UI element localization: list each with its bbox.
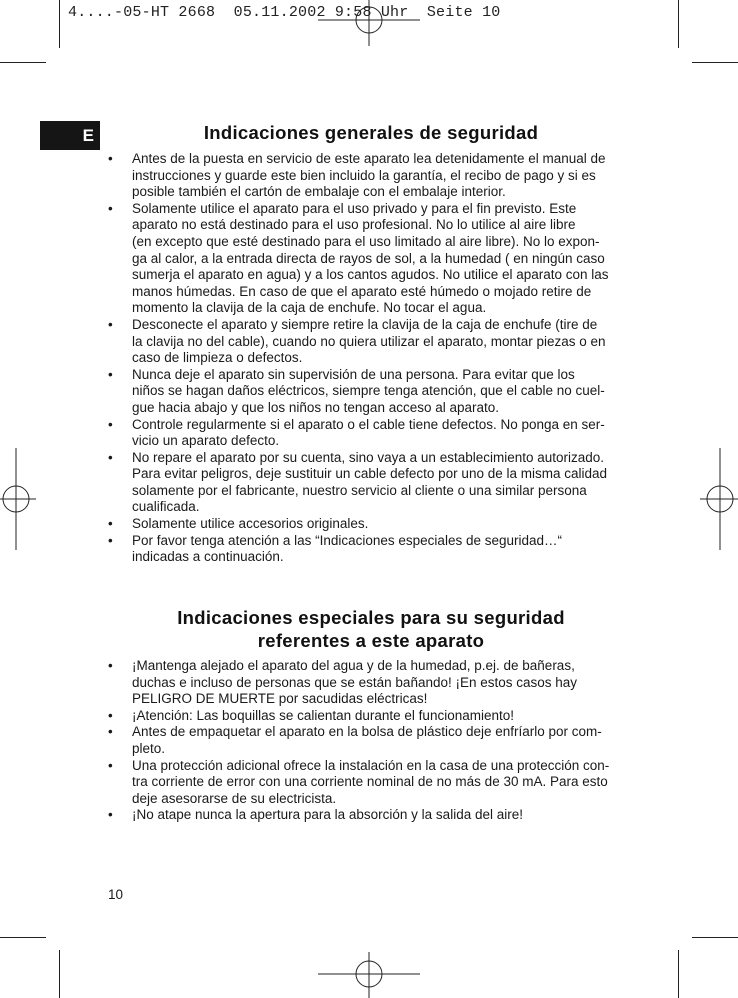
crop-mark [678, 950, 679, 998]
bullet-item [108, 151, 668, 201]
crop-mark [0, 937, 46, 938]
bullet-line: momento la clavija de la caja de enchufe. No tocar el agua. [132, 300, 487, 316]
bullet-line: vicio un aparato defecto. [132, 433, 280, 449]
section-title-line: referentes a este aparato [257, 630, 485, 651]
bullet-line: aparato no está destinado para el uso profesional. No lo utilice al aire libre [132, 217, 576, 233]
bullet-line: • Desconecte el aparato y siempre retire la clavija de la caja de enchufe (tire de [132, 316, 598, 332]
bullet-line: solamente por el fabricante, nuestro servicio al cliente o una similar persona [132, 482, 587, 498]
bullet-item [108, 317, 668, 367]
registration-mark-bottom-icon [318, 950, 420, 998]
bullet-item [108, 724, 668, 757]
registration-mark-top-icon [318, 0, 420, 48]
bullet-item [108, 450, 668, 516]
bullet-line: indicadas a continuación. [132, 549, 284, 565]
bullet-line: • Una protección adicional ofrece la instalación en la casa de una protección con- [132, 757, 610, 773]
bullet-item [108, 807, 668, 824]
bullet-line: • ¡No atape nunca la apertura para la absorción y la salida del aire! [132, 807, 523, 823]
bullet-item [108, 201, 668, 317]
bullet-item [108, 708, 668, 725]
special-safety-list [108, 658, 668, 824]
bullet-item [108, 758, 668, 808]
bullet-line: posible también el cartón de embalaje con el embalaje interior. [132, 184, 506, 200]
print-header: 4....-05-HT 2668 05.11.2002 9:58 Uhr Seite 10 [68, 4, 501, 21]
bullet-item [108, 417, 668, 450]
crop-mark [59, 950, 60, 998]
bullet-line: • Antes de la puesta en servicio de este aparato lea detenidamente el manual de [132, 151, 606, 166]
crop-mark [692, 937, 738, 938]
bullet-line: (en excepto que esté destinado para el uso limitado al aire libre). No lo expon- [132, 233, 600, 249]
bullet-item [108, 367, 668, 417]
section-title-special-safety [100, 606, 642, 652]
page-number: 10 [108, 887, 124, 902]
bullet-line: manos húmedas. En caso de que el aparato esté húmedo o mojado retire de [132, 283, 592, 299]
crop-mark [59, 0, 60, 48]
bullet-line: caso de limpieza o defectos. [132, 350, 303, 366]
bullet-line: ga al calor, a la entrada directa de rayos de sol, a la humedad ( en ningún caso [132, 250, 605, 266]
bullet-line: • Nunca deje el aparato sin supervisión de una persona. Para evitar que los [132, 366, 575, 382]
registration-mark-left-icon [0, 448, 46, 550]
bullet-line: • ¡Atención: Las boquillas se calientan durante el funcionamiento! [132, 707, 514, 723]
bullet-item [108, 658, 668, 708]
registration-mark-right-icon [692, 448, 738, 550]
bullet-line: cualificada. [132, 499, 200, 515]
bullet-item [108, 516, 668, 533]
bullet-line: • Antes de empaquetar el aparato en la bolsa de plástico deje enfríarlo por com- [132, 724, 602, 740]
section-title-general-safety: Indicaciones generales de seguridad [203, 122, 539, 143]
crop-mark [0, 62, 46, 63]
bullet-line: • Solamente utilice el aparato para el uso privado y para el fin previsto. Este [132, 200, 577, 216]
bullet-line: pleto. [132, 740, 166, 756]
bullet-line: instrucciones y guarde este bien incluido la garantía, el recibo de pago y si es [132, 167, 596, 183]
bullet-line: duchas e incluso de personas que se están bañando! ¡En estos casos hay [132, 674, 578, 690]
bullet-line: gue hacia abajo y que los niños no tengan acceso al aparato. [132, 399, 500, 415]
general-safety-list [108, 151, 668, 566]
bullet-line: niños se hagan daños eléctricos, siempre tenga atención, que el cable no cuel- [132, 383, 605, 399]
bullet-item [108, 533, 668, 566]
bullet-line: Para evitar peligros, deje sustituir un cable defecto por uno de la misma calidad [132, 466, 608, 482]
crop-mark [678, 0, 679, 48]
bullet-line: • Controle regularmente si el aparato o el cable tiene defectos. No ponga en ser- [132, 416, 605, 432]
bullet-line: deje asesorarse de su electricista. [132, 790, 337, 806]
language-tab: E [40, 121, 100, 150]
section-title-line: Indicaciones especiales para su seguridad [177, 607, 565, 628]
crop-mark [692, 62, 738, 63]
bullet-line: sumerja el aparato en agua) y a los cantos agudos. No utilice el aparato con las [132, 267, 609, 283]
bullet-line: • No repare el aparato por su cuenta, sino vaya a un establecimiento autorizado. [132, 449, 605, 465]
bullet-line: • ¡Mantenga alejado el aparato del agua y de la humedad, p.ej. de bañeras, [132, 658, 575, 673]
bullet-line: • Por favor tenga atención a las “Indicaciones especiales de seguridad…“ [132, 532, 563, 548]
bullet-line: PELIGRO DE MUERTE por sacudidas eléctricas! [132, 691, 428, 707]
bullet-line: • Solamente utilice accesorios originales. [132, 516, 369, 532]
bullet-line: la clavija no del cable), cuando no quiera utilizar el aparato, montar piezas o en [132, 333, 606, 349]
bullet-line: tra corriente de error con una corriente nominal de no más de 30 mA. Para esto [132, 774, 608, 790]
